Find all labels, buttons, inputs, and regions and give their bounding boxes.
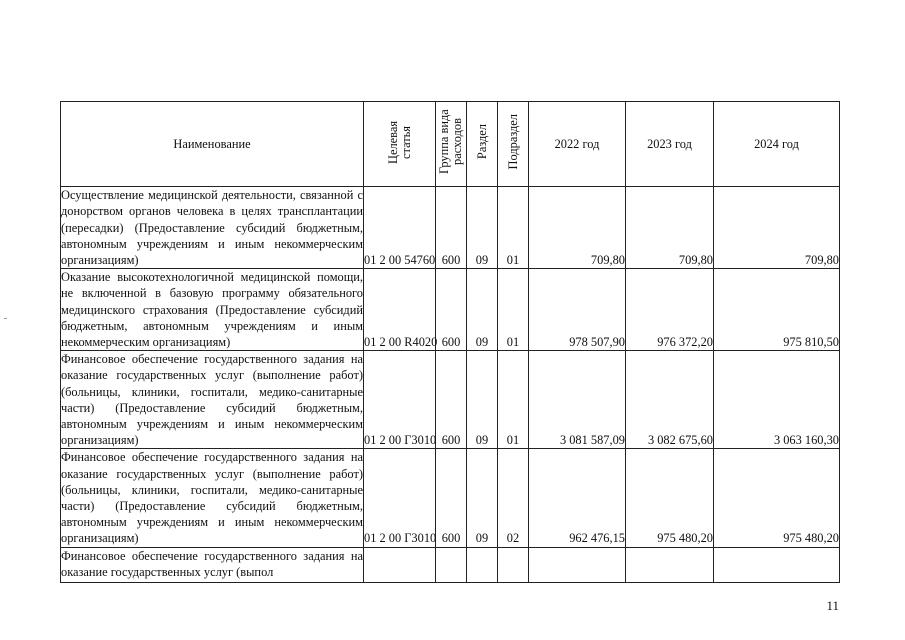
row-subsection: 02 — [498, 449, 529, 547]
header-name: Наименование — [61, 102, 364, 187]
row-section: 09 — [467, 187, 498, 269]
row-subsection — [498, 547, 529, 582]
table-row — [61, 449, 840, 547]
row-amount-2022: 3 081 587,09 — [529, 351, 626, 449]
row-target-article — [364, 547, 436, 582]
row-name: Финансовое обеспечение государственного задания на оказание государственных услуг (выполнение работ) (больницы, клиники, госпитали, медико-санитарные части) (Предоставление субсидий бюджетным, автономным учреждениям и иным некоммерческим организациям) — [61, 352, 363, 448]
row-amount-2024: 709,80 — [714, 187, 840, 269]
row-subsection: 01 — [498, 351, 529, 449]
table-row — [61, 547, 840, 582]
table-header-row — [61, 102, 840, 187]
row-name — [61, 547, 364, 582]
row-expense-group: 600 — [436, 351, 467, 449]
row-subsection: 01 — [498, 269, 529, 351]
row-expense-group: 600 — [436, 269, 467, 351]
row-amount-2022 — [529, 547, 626, 582]
row-amount-2023: 975 480,20 — [626, 449, 714, 547]
row-amount-2024: 975 810,50 — [714, 269, 840, 351]
row-section: 09 — [467, 449, 498, 547]
row-section — [467, 547, 498, 582]
row-section: 09 — [467, 269, 498, 351]
budget-table — [60, 101, 840, 583]
header-expense-group: Группа вида расходов — [436, 102, 467, 187]
header-year-2023: 2023 год — [626, 102, 714, 187]
row-amount-2024: 3 063 160,30 — [714, 351, 840, 449]
page-number: 11 — [826, 598, 839, 613]
row-target-article: 01 2 00 54760 — [364, 187, 436, 269]
row-subsection: 01 — [498, 187, 529, 269]
row-expense-group — [436, 547, 467, 582]
header-section: Раздел — [467, 102, 498, 187]
row-amount-2023 — [626, 547, 714, 582]
header-subsection: Подраздел — [498, 102, 529, 187]
header-target-article: Целевая статья — [364, 102, 436, 187]
row-target-article: 01 2 00 R4020 — [364, 269, 436, 351]
row-amount-2022: 962 476,15 — [529, 449, 626, 547]
row-name-text: Финансовое обеспечение государственного задания на оказание государственных услуг (выпол — [61, 548, 363, 579]
row-name: Осуществление медицинской деятельности, связанной с донорством органов человека в целях трансплантации (пересадки) (Предоставление субсидий бюджетным, автономным учреждениям и иным некоммерческим организациям) — [61, 188, 363, 268]
row-name: Оказание высокотехнологичной медицинской помощи, не включенной в базовую программу обязательного медицинского страхования (Предоставление субсидий бюджетным, автономным учреждениям и иным некоммерческим организациям) — [61, 270, 363, 350]
table-row — [61, 351, 840, 449]
row-amount-2022: 978 507,90 — [529, 269, 626, 351]
row-amount-2023: 3 082 675,60 — [626, 351, 714, 449]
header-year-2022: 2022 год — [529, 102, 626, 187]
row-section: 09 — [467, 351, 498, 449]
row-name: Финансовое обеспечение государственного задания на оказание государственных услуг (выполнение работ) (больницы, клиники, госпитали, медико-санитарные части) (Предоставление субсидий бюджетным, автономным учреждениям и иным некоммерческим организациям) — [61, 450, 363, 546]
row-amount-2023: 976 372,20 — [626, 269, 714, 351]
row-amount-2023: 709,80 — [626, 187, 714, 269]
table-row — [61, 187, 840, 269]
header-year-2024: 2024 год — [714, 102, 840, 187]
row-target-article: 01 2 00 Г3010 — [364, 449, 436, 547]
row-amount-2024 — [714, 547, 840, 582]
row-amount-2024: 975 480,20 — [714, 449, 840, 547]
table-row — [61, 269, 840, 351]
scan-artifact — [4, 318, 7, 319]
row-expense-group: 600 — [436, 187, 467, 269]
row-amount-2022: 709,80 — [529, 187, 626, 269]
row-expense-group: 600 — [436, 449, 467, 547]
row-target-article: 01 2 00 Г3010 — [364, 351, 436, 449]
